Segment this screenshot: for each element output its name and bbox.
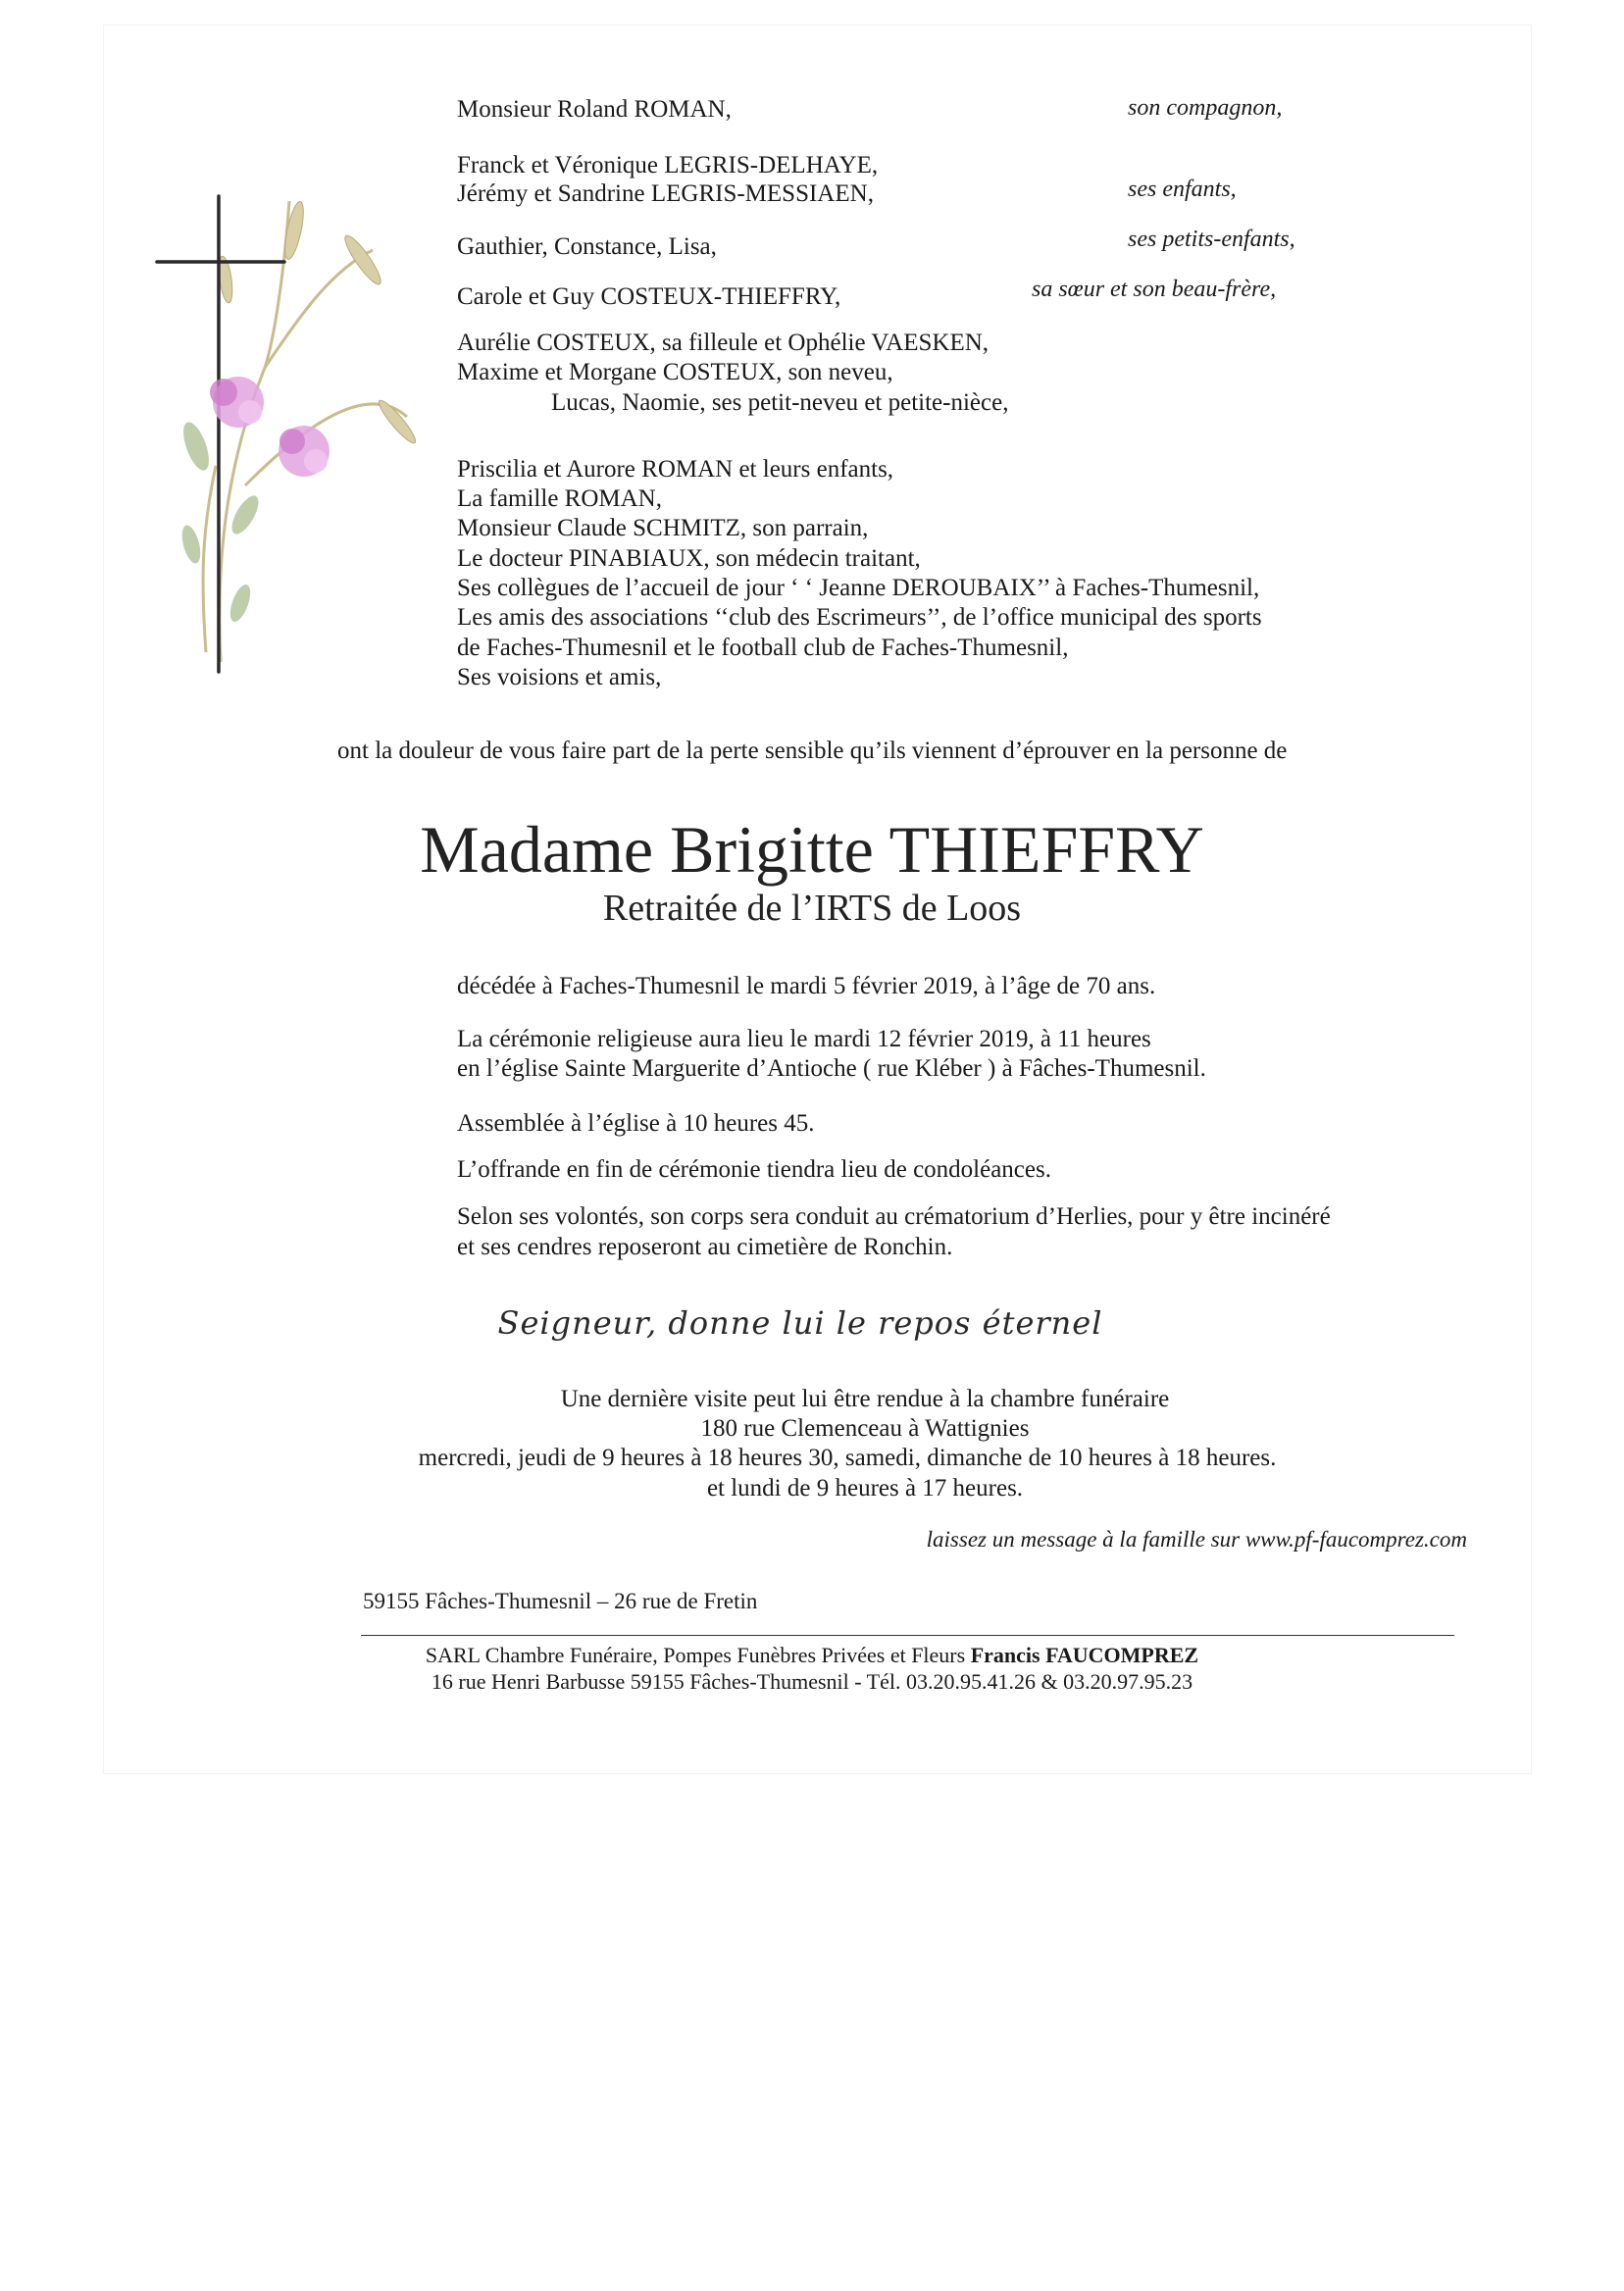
offering-note: L’offrande en fin de cérémonie tiendra lieu de condoléances. (457, 1156, 1051, 1183)
family-line-11: Monsieur Claude SCHMITZ, son parrain, (457, 515, 869, 541)
footer-company: SARL Chambre Funéraire, Pompes Funèbres Privées et Fleurs (425, 1643, 966, 1667)
wishes-line-2: et ses cendres reposeront au cimetière de Ronchin. (457, 1234, 953, 1260)
relation-companion: son compagnon, (1128, 95, 1283, 121)
wishes-line-1: Selon ses volontés, son corps sera conduit au crématorium d’Herlies, pour y être incinéré (457, 1203, 1331, 1230)
footer-line-1 (0, 1642, 1624, 1669)
ceremony-line-2: en l’église Sainte Marguerite d’Antioche ( rue Kléber ) à Fâches-Thumesnil. (457, 1055, 1206, 1082)
deceased-name: Madame Brigitte THIEFFRY (420, 812, 1204, 887)
family-line-14: Les amis des associations ‘‘club des Escrimeurs’’, de l’office municipal des sports (457, 604, 1262, 631)
family-line-6: Aurélie COSTEUX, sa filleule et Ophélie VAESKEN, (457, 330, 990, 356)
relation-grandchildren: ses petits-enfants, (1128, 227, 1295, 252)
footer-rule (361, 1635, 1454, 1636)
assembly-time: Assemblée à l’église à 10 heures 45. (457, 1110, 815, 1137)
footer-company-name: Francis FAUCOMPREZ (970, 1643, 1199, 1667)
announcement: ont la douleur de vous faire part de la perte sensible qu’ils viennent d’éprouver en la personne de (337, 738, 1288, 764)
local-address: 59155 Fâches-Thumesnil – 26 rue de Fretin (363, 1589, 758, 1613)
deceased-title: Retraitée de l’IRTS de Loos (602, 888, 1022, 929)
relation-sister: sa sœur et son beau-frère, (1032, 277, 1277, 302)
family-line-7: Maxime et Morgane COSTEUX, son neveu, (457, 359, 893, 385)
family-line-4: Gauthier, Constance, Lisa, (457, 233, 717, 260)
family-line-13: Ses collègues de l’accueil de jour ‘ ‘ Jeanne DEROUBAIX’’ à Faches-Thumesnil, (457, 575, 1260, 601)
visit-line-2: 180 rue Clemenceau à Wattignies (700, 1415, 1030, 1442)
prayer: Seigneur, donne lui le repos éternel (497, 1304, 1103, 1342)
family-line-8: Lucas, Naomie, ses petit-neveu et petite-nièce, (551, 389, 1009, 416)
family-line-15: de Faches-Thumesnil et le football club de Faches-Thumesnil, (457, 635, 1069, 661)
ceremony-line-1: La cérémonie religieuse aura lieu le mardi 12 février 2019, à 11 heures (457, 1026, 1151, 1052)
relation-children: ses enfants, (1128, 177, 1237, 202)
family-line-1: Monsieur Roland ROMAN, (457, 96, 732, 123)
family-line-2: Franck et Véronique LEGRIS-DELHAYE, (457, 152, 879, 178)
visit-line-1: Une dernière visite peut lui être rendue à la chambre funéraire (560, 1386, 1170, 1412)
cross-flower-illustration (147, 191, 422, 682)
visit-line-4: et lundi de 9 heures à 17 heures. (706, 1475, 1024, 1502)
family-line-5: Carole et Guy COSTEUX-THIEFFRY, (457, 283, 841, 310)
family-line-16: Ses voisions et amis, (457, 664, 662, 690)
death-details: décédée à Faches-Thumesnil le mardi 5 février 2019, à l’âge de 70 ans. (457, 973, 1156, 999)
website-message: laissez un message à la famille sur www.pf-faucomprez.com (926, 1527, 1467, 1552)
family-line-10: La famille ROMAN, (457, 485, 662, 512)
family-line-9: Priscilia et Aurore ROMAN et leurs enfants, (457, 456, 894, 483)
family-line-3: Jérémy et Sandrine LEGRIS-MESSIAEN, (457, 180, 874, 207)
family-line-12: Le docteur PINABIAUX, son médecin traitant, (457, 545, 921, 572)
visit-line-3: mercredi, jeudi de 9 heures à 18 heures 30, samedi, dimanche de 10 heures à 18 heures. (418, 1445, 1277, 1471)
footer-line-2: 16 rue Henri Barbusse 59155 Fâches-Thumesnil - Tél. 03.20.95.41.26 & 03.20.97.95.23 (431, 1669, 1193, 1694)
